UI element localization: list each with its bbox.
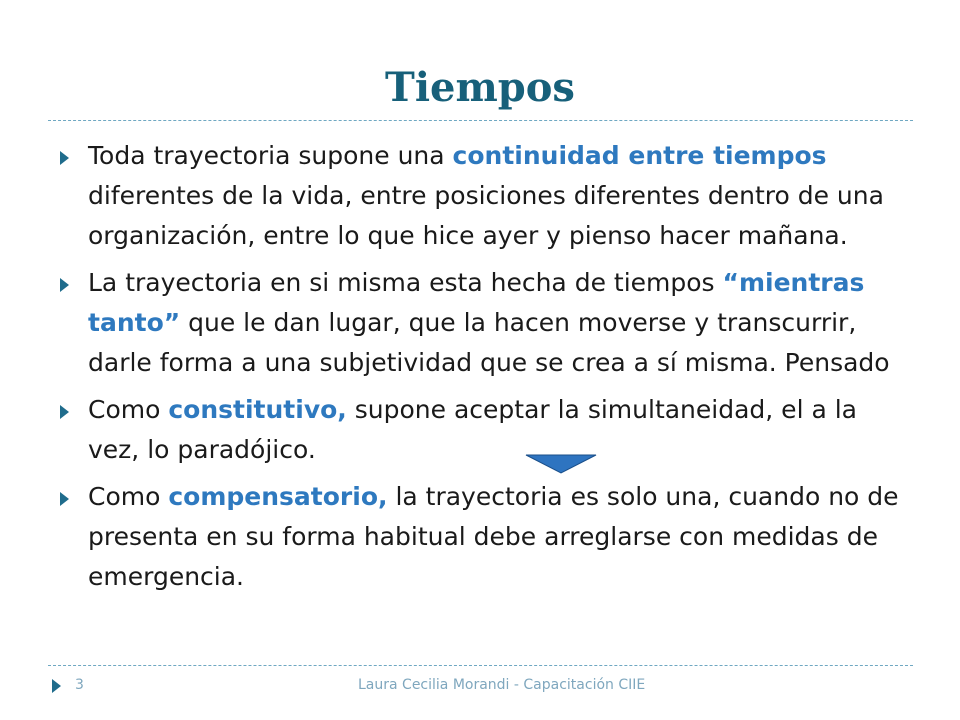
bullet-highlight: continuidad entre tiempos (452, 141, 827, 170)
page-number: 3 (75, 677, 84, 693)
footer-author: Laura Cecilia Morandi - Capacitación CIIE (358, 677, 646, 693)
title-divider (48, 120, 913, 121)
footer-triangle-icon (52, 679, 61, 693)
bullet-text: La trayectoria en si misma esta hecha de tiempos (88, 268, 723, 297)
bullet-item (56, 477, 916, 597)
bullet-text: que le dan lugar, que la hacen moverse y transcurrir, darle forma a una subjetividad que se crea a sí misma. Pensado (88, 308, 890, 377)
bullet-text: diferentes de la vida, entre posiciones diferentes dentro de una organización, entre lo que hice ayer y pienso hacer mañana. (88, 181, 884, 250)
bullet-text: Como (88, 482, 169, 511)
bullet-highlight: compensatorio, (168, 482, 388, 511)
bullet-text: Toda trayectoria supone una (88, 141, 453, 170)
bullet-item (56, 136, 916, 256)
slide-title: Tiempos (385, 64, 575, 111)
down-arrow-icon (525, 454, 597, 474)
bullet-highlight: “mientras tanto” (88, 268, 865, 337)
bullet-item (56, 263, 916, 383)
footer-divider (48, 665, 913, 666)
triangle-bullet-icon (60, 492, 69, 506)
triangle-bullet-icon (60, 405, 69, 419)
bullet-text: la trayectoria es solo una, cuando no de presenta en su forma habitual debe arreglarse con medidas de emergencia. (88, 482, 899, 591)
bullet-item (56, 390, 916, 470)
bullet-text: Como (88, 395, 169, 424)
footer (0, 675, 960, 699)
bullet-highlight: constitutivo, (168, 395, 347, 424)
triangle-bullet-icon (60, 151, 69, 165)
bullet-list (56, 136, 916, 604)
triangle-bullet-icon (60, 278, 69, 292)
bullet-text: supone aceptar la simultaneidad, el a la vez, lo paradójico. (88, 395, 857, 464)
